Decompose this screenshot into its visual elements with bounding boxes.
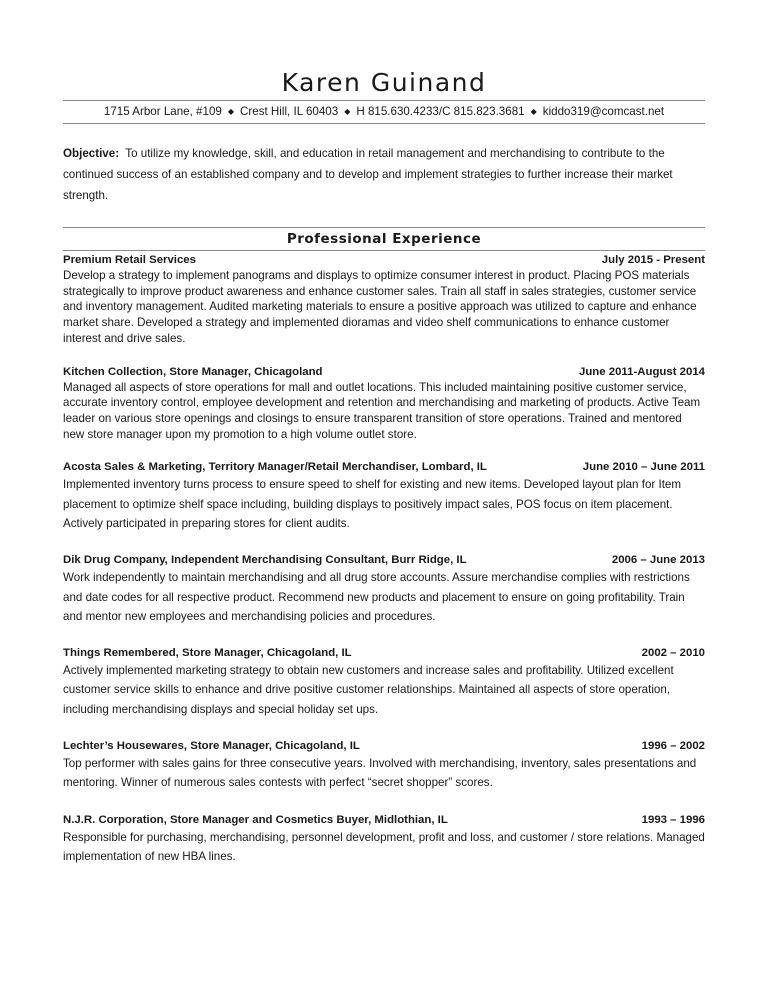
- job-entry: [63, 364, 705, 443]
- job-entry: [63, 645, 705, 719]
- job-dates: July 2015 - Present: [601, 254, 705, 266]
- job-title: Things Remembered, Store Manager, Chicagoland, IL: [63, 647, 352, 660]
- resume-page: [63, 0, 705, 866]
- job-dates: June 2010 – June 2011: [582, 461, 705, 474]
- contact-phone: H 815.630.4233/C 815.823.3681: [356, 105, 525, 118]
- job-title: Lechter’s Housewares, Store Manager, Chicagoland, IL: [63, 740, 360, 752]
- section-title-experience: Professional Experience: [286, 231, 482, 247]
- section-top-rule: [63, 227, 705, 228]
- job-dates: 2006 – June 2013: [611, 554, 705, 567]
- job-entry: [63, 459, 705, 533]
- job-description: Responsible for purchasing, merchandising, personnel development, profit and loss, and customer / store relations. Managed implementation of new HBA lines.: [63, 830, 705, 863]
- job-description: Managed all aspects of store operations for mall and outlet locations. This included maintaining positive customer service, accurate inventory control, employee development and retention and merchandising and marketing of products. Active Team leader on various store openings and closings to ensure transparent transition of store operations. Trained and mentored new store manager upon my promotion to a high volume outlet store.: [63, 380, 701, 441]
- job-dates: June 2011-August 2014: [579, 365, 705, 378]
- contact-email[interactable]: kiddo319@comcast.net: [542, 105, 665, 118]
- diamond-separator-icon: ◆: [227, 107, 235, 116]
- objective-section: [63, 143, 705, 206]
- job-entry: [63, 252, 705, 347]
- contact-address: 1715 Arbor Lane, #109: [103, 105, 222, 118]
- objective-text: To utilize my knowledge, skill, and education in retail management and merchandising to contribute to the continued success of an established company and to develop and implement strategies to further increase their market strength.: [63, 147, 673, 202]
- job-dates: 1996 – 2002: [641, 740, 705, 752]
- job-title: N.J.R. Corporation, Store Manager and Cosmetics Buyer, Midlothian, IL: [63, 813, 448, 826]
- job-title: Dik Drug Company, Independent Merchandising Consultant, Burr Ridge, IL: [63, 554, 467, 567]
- job-entry: [63, 812, 705, 867]
- job-title: Kitchen Collection, Store Manager, Chicagoland: [63, 365, 323, 378]
- job-entry: [63, 552, 705, 626]
- objective-label: Objective:: [63, 147, 120, 160]
- section-bottom-rule: [63, 250, 705, 251]
- diamond-separator-icon: ◆: [344, 107, 351, 116]
- job-description: Actively implemented marketing strategy to obtain new customers and increase sales and profitability. Utilized excellent customer service skills to enhance and drive positive customer relationships. Maintained all aspects of store operation, including merchandising displays and special holiday set ups.: [63, 664, 674, 716]
- contact-line: [63, 101, 705, 123]
- job-dates: 1993 – 1996: [641, 813, 705, 826]
- job-description: Develop a strategy to implement panograms and displays to optimize consumer interest in product. Placing POS materials strategically to improve product awareness and enhance customer sales. Train all staff in sales strategies, customer service and inventory management. Audited marketing materials to ensure a positive approach was utilized to capture and enhance market share. Developed a strategy and implemented dioramas and video shelf communications to enhance customer interest and drive sales.: [63, 269, 697, 345]
- job-description: Work independently to maintain merchandising and all drug store accounts. Assure merchandise complies with restrictions and date codes for all respective product. Recommend new products and placement to ensure on going profitability. Train and mentor new employees and merchandising policies and procedures.: [63, 571, 690, 623]
- job-dates: 2002 – 2010: [641, 647, 705, 660]
- candidate-name: Karen Guinand: [281, 68, 487, 97]
- diamond-separator-icon: ◆: [530, 107, 537, 116]
- contact-city: Crest Hill, IL 60403: [240, 105, 339, 118]
- experience-list: [63, 252, 705, 866]
- job-entry: [63, 738, 705, 793]
- header-bottom-rule: [63, 123, 705, 124]
- job-description: Top performer with sales gains for three consecutive years. Involved with merchandising, inventory, sales presentations and mentoring. Winner of numerous sales contests with perfect “secret shopper” scores.: [63, 757, 697, 790]
- job-title: Premium Retail Services: [63, 254, 196, 266]
- job-description: Implemented inventory turns process to ensure speed to shelf for existing and new items. Developed layout plan for Item placement to optimize shelf space including, building displays to positively impact sales, POS focus on item placement. Actively participated in preparing stores for client audits.: [63, 478, 682, 530]
- job-title: Acosta Sales & Marketing, Territory Manager/Retail Merchandiser, Lombard, IL: [63, 461, 487, 474]
